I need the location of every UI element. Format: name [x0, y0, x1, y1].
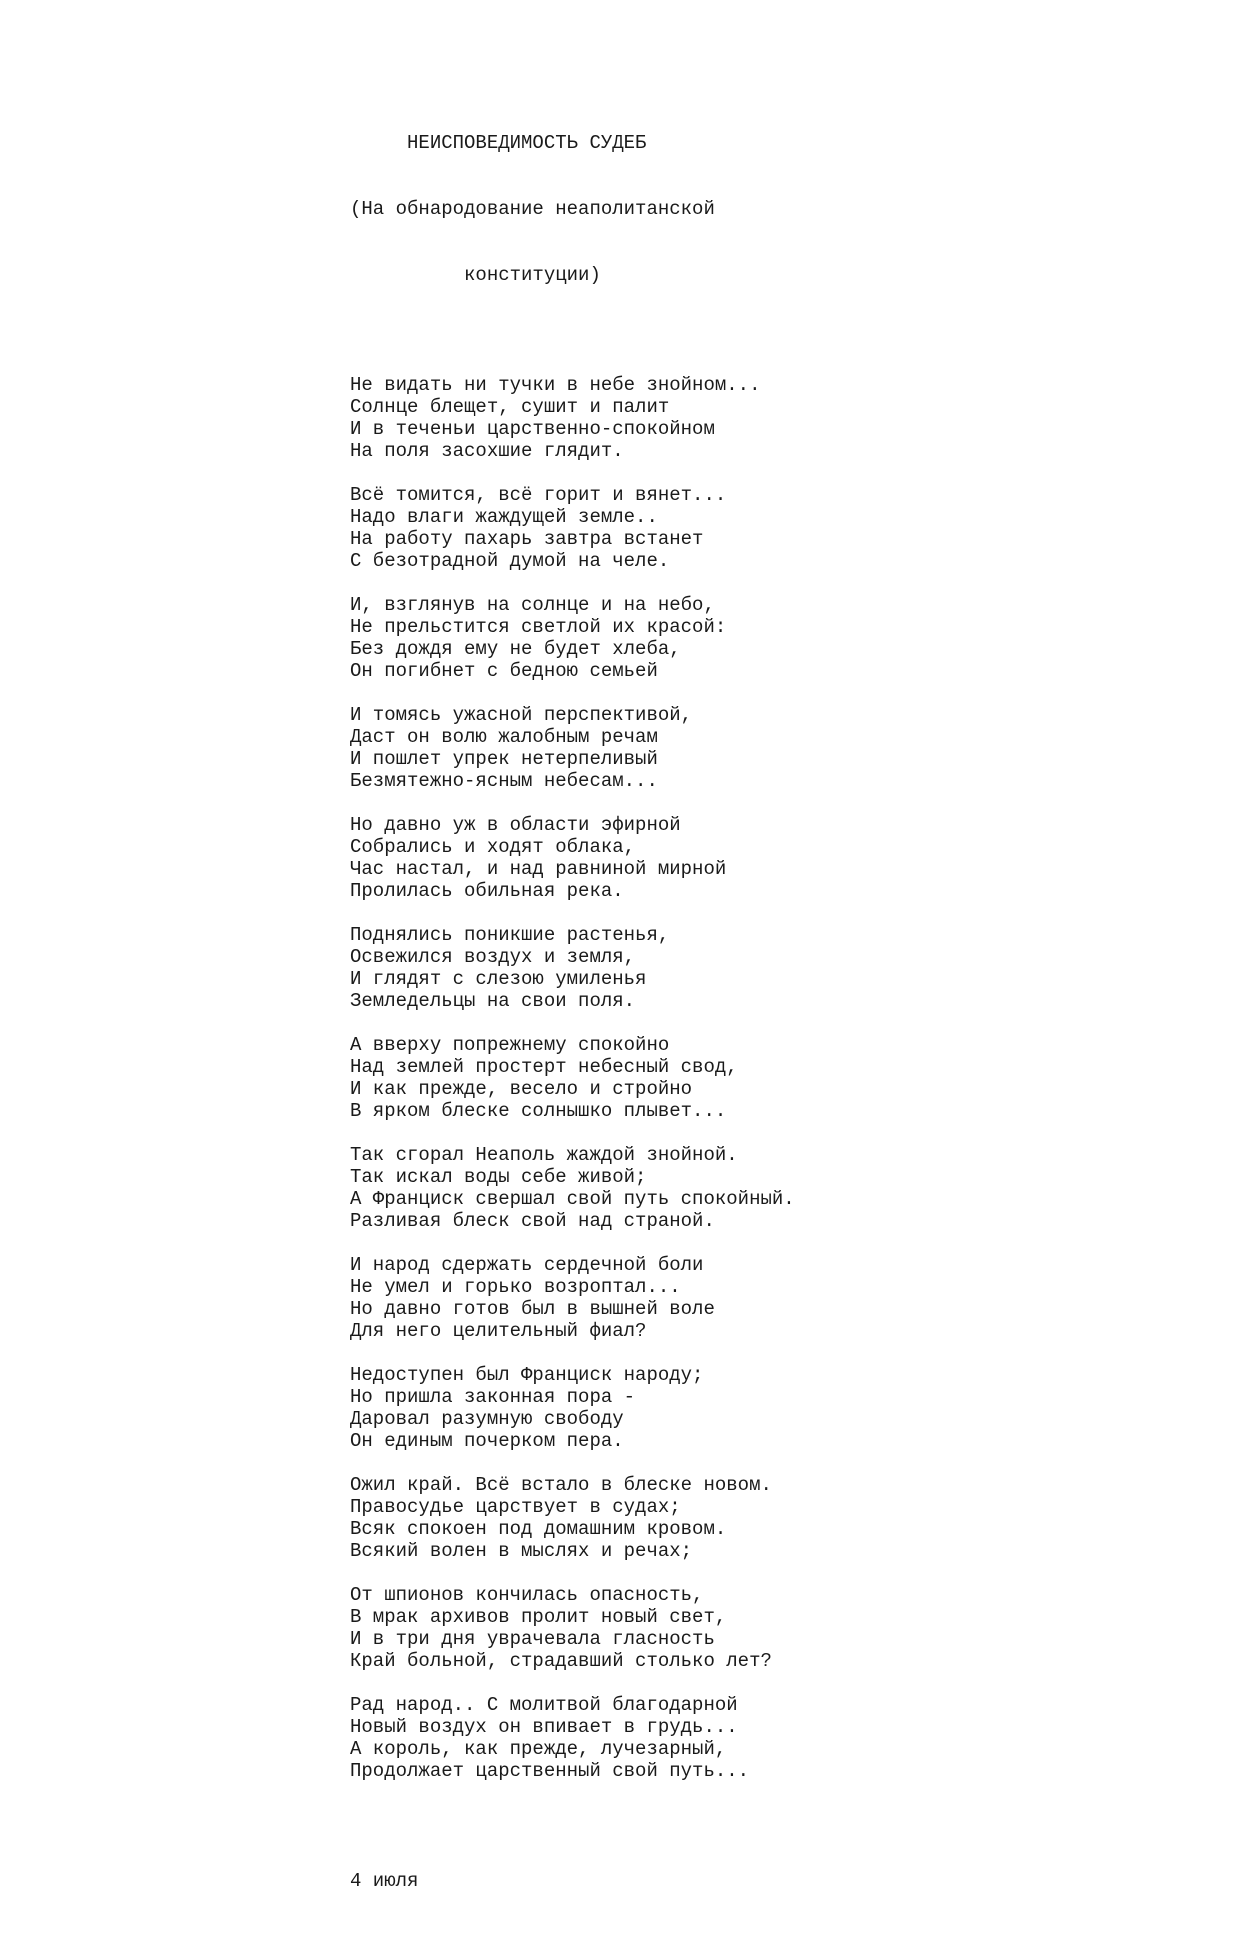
stanza [350, 1254, 795, 1342]
poem-subtitle-line-2: конституции) [350, 264, 601, 286]
verse-line: Разливая блеск свой над страной. [350, 1210, 715, 1232]
stanza [350, 1474, 795, 1562]
verse-line: И как прежде, весело и стройно [350, 1078, 693, 1100]
verse-line: Не прельстится светлой их красой: [350, 616, 727, 638]
verse-line: Всякий волен в мыслях и речах; [350, 1540, 693, 1562]
verse-line: Он единым почерком пера. [350, 1430, 624, 1452]
poem-title: НЕИСПОВЕДИМОСТЬ СУДЕБ [350, 132, 647, 154]
verse-line: В ярком блеске солнышко плывет... [350, 1100, 727, 1122]
verse-line: Земледельцы на свои поля. [350, 990, 636, 1012]
verse-line: Так искал воды себе живой; [350, 1166, 647, 1188]
stanza [350, 814, 795, 902]
verse-line: И народ сдержать сердечной боли [350, 1254, 704, 1276]
verse-line: Но пришла законная пора - [350, 1386, 636, 1408]
verse-line: С безотрадной думой на челе. [350, 550, 670, 572]
verse-line: Поднялись поникшие растенья, [350, 924, 670, 946]
verse-line: И в три дня уврачевала гласность [350, 1628, 715, 1650]
verse-line: Безмятежно-ясным небесам... [350, 770, 658, 792]
stanza [350, 594, 795, 682]
verse-line: И томясь ужасной перспективой, [350, 704, 693, 726]
stanza [350, 374, 795, 462]
verse-line: Ожил край. Всё встало в блеске новом. [350, 1474, 772, 1496]
stanza [350, 1694, 795, 1782]
verse-line: Над землей простерт небесный свод, [350, 1056, 738, 1078]
verse-line: Даст он волю жалобным речам [350, 726, 658, 748]
verse-line: И пошлет упрек нетерпеливый [350, 748, 658, 770]
verse-line: На поля засохшие глядит. [350, 440, 624, 462]
verse-line: Собрались и ходят облака, [350, 836, 636, 858]
stanza-list [350, 374, 795, 1782]
verse-line: Но давно готов был в вышней воле [350, 1298, 715, 1320]
verse-line: И глядят с слезою умиленья [350, 968, 647, 990]
verse-line: Пролилась обильная река. [350, 880, 624, 902]
stanza [350, 924, 795, 1012]
verse-line: Правосудье царствует в судах; [350, 1496, 681, 1518]
verse-line: Солнце блещет, сушит и палит [350, 396, 670, 418]
verse-line: Не видать ни тучки в небе знойном... [350, 374, 761, 396]
stanza [350, 1584, 795, 1672]
verse-line: А король, как прежде, лучезарный, [350, 1738, 727, 1760]
verse-line: В мрак архивов пролит новый свет, [350, 1606, 727, 1628]
verse-line: Всяк спокоен под домашним кровом. [350, 1518, 727, 1540]
stanza [350, 1034, 795, 1122]
poem-text [350, 88, 795, 1936]
verse-line: Без дождя ему не будет хлеба, [350, 638, 681, 660]
stanza [350, 1144, 795, 1232]
verse-line: Даровал разумную свободу [350, 1408, 624, 1430]
verse-line: И, взглянув на солнце и на небо, [350, 594, 715, 616]
verse-line: На работу пахарь завтра встанет [350, 528, 704, 550]
verse-line: А вверху попрежнему спокойно [350, 1034, 670, 1056]
verse-line: Край больной, страдавший столько лет? [350, 1650, 772, 1672]
verse-line: Всё томится, всё горит и вянет... [350, 484, 727, 506]
verse-line: И в теченьи царственно-спокойном [350, 418, 715, 440]
verse-line: Недоступен был Франциск народу; [350, 1364, 704, 1386]
poem-subtitle-line-1: (На обнародование неаполитанской [350, 198, 715, 220]
verse-line: Час настал, и над равниной мирной [350, 858, 727, 880]
stanza [350, 484, 795, 572]
stanza [350, 1364, 795, 1452]
verse-line: Но давно уж в области эфирной [350, 814, 681, 836]
verse-line: Продолжает царственный свой путь... [350, 1760, 750, 1782]
verse-line: Для него целительный фиал? [350, 1320, 647, 1342]
verse-line: Освежился воздух и земля, [350, 946, 636, 968]
verse-line: А Франциск свершал свой путь спокойный. [350, 1188, 795, 1210]
stanza [350, 704, 795, 792]
verse-line: Не умел и горько возроптал... [350, 1276, 681, 1298]
verse-line: От шпионов кончилась опасность, [350, 1584, 704, 1606]
verse-line: Новый воздух он впивает в грудь... [350, 1716, 738, 1738]
verse-line: Он погибнет с бедною семьей [350, 660, 658, 682]
poem-date: 4 июля [350, 1870, 419, 1892]
verse-line: Рад народ.. С молитвой благодарной [350, 1694, 738, 1716]
verse-line: Так сгорал Неаполь жаждой знойной. [350, 1144, 738, 1166]
verse-line: Надо влаги жаждущей земле.. [350, 506, 658, 528]
